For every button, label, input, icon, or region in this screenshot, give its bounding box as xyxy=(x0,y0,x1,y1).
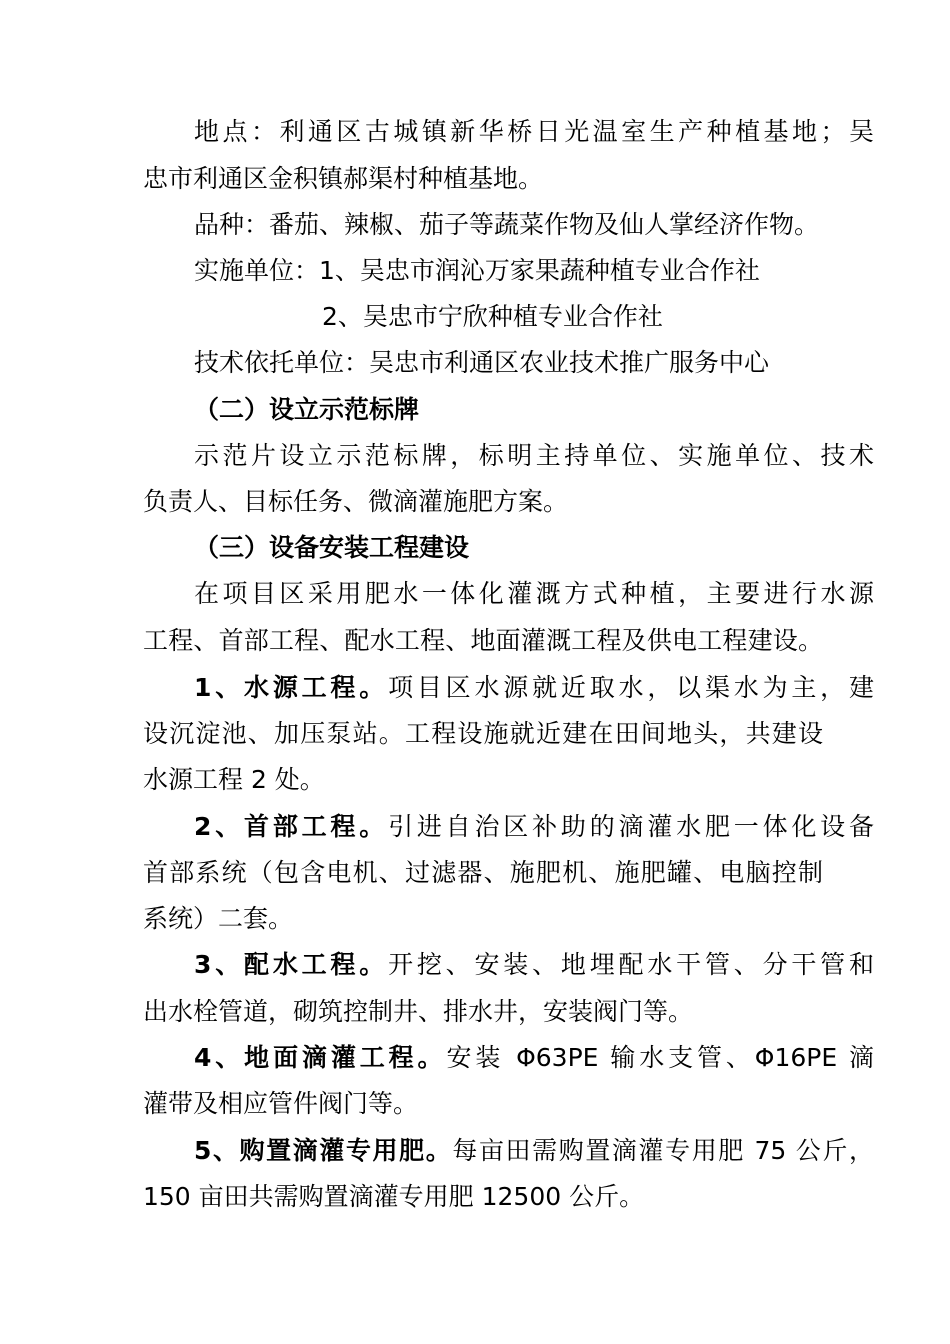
item-3-text-1: 开挖、安装、地埋配水干管、分干管和 xyxy=(388,950,874,979)
item-1-title: 1、水源工程。 xyxy=(194,673,389,702)
item-4-line-1 xyxy=(194,1041,874,1075)
para-3-line-1: 在项目区采用肥水一体化灌溉方式种植，主要进行水源 xyxy=(194,579,874,608)
item-3-line-2: 出水栓管道，砌筑控制井、排水井，安装阀门等。 xyxy=(143,997,694,1026)
variety-text: 番茄、辣椒、茄子等蔬菜作物及仙人掌经济作物。 xyxy=(269,210,820,239)
section-heading-2: （二）设立示范标牌 xyxy=(194,395,420,424)
item-1-line-3: 水源工程 2 处。 xyxy=(143,765,325,794)
impl-line-2: 2、吴忠市宁欣种植专业合作社 xyxy=(322,302,663,331)
item-5-text-1: 每亩田需购置滴灌专用肥 75 公斤， xyxy=(452,1136,874,1165)
variety-line xyxy=(194,208,874,242)
variety-label: 品种： xyxy=(194,210,270,239)
item-1-line-1 xyxy=(194,671,874,705)
impl-line-1 xyxy=(194,254,874,288)
para-2-line-1: 示范片设立示范标牌，标明主持单位、实施单位、技术 xyxy=(194,441,874,470)
item-2-title: 2、首部工程。 xyxy=(194,812,389,841)
item-5-line-2: 150 亩田共需购置滴灌专用肥 12500 公斤。 xyxy=(143,1182,645,1211)
item-2-line-1 xyxy=(194,810,874,844)
item-3-title: 3、配水工程。 xyxy=(194,950,389,979)
item-2-text-1: 引进自治区补助的滴灌水肥一体化设备 xyxy=(388,812,874,841)
location-line-1 xyxy=(194,115,874,149)
item-4-title: 4、地面滴灌工程。 xyxy=(194,1043,447,1072)
item-1-text-1: 项目区水源就近取水，以渠水为主，建 xyxy=(388,673,874,702)
para-2-line-2: 负责人、目标任务、微滴灌施肥方案。 xyxy=(143,487,569,516)
item-2-line-3: 系统）二套。 xyxy=(143,904,294,933)
item-5-line-1 xyxy=(194,1134,874,1168)
location-line-2: 忠市利通区金积镇郝渠村种植基地。 xyxy=(143,164,544,193)
tech-line xyxy=(194,346,874,380)
item-1-line-2: 设沉淀池、加压泵站。工程设施就近建在田间地头，共建设 xyxy=(143,719,823,748)
tech-label: 技术依托单位： xyxy=(194,348,370,377)
item-2-line-2: 首部系统（包含电机、过滤器、施肥机、施肥罐、电脑控制 xyxy=(143,858,823,887)
para-3-line-2: 工程、首部工程、配水工程、地面灌溉工程及供电工程建设。 xyxy=(143,626,823,655)
location-label: 地点： xyxy=(194,117,280,146)
item-5-title: 5、购置滴灌专用肥。 xyxy=(194,1136,453,1165)
tech-text: 吴忠市利通区农业技术推广服务中心 xyxy=(369,348,770,377)
item-4-line-2: 灌带及相应管件阀门等。 xyxy=(143,1089,419,1118)
item-4-text-1: 安装 Φ63PE 输水支管、Φ16PE 滴 xyxy=(446,1043,874,1072)
item-3-line-1 xyxy=(194,948,874,982)
section-heading-3: （三）设备安装工程建设 xyxy=(194,533,470,562)
impl-text-1: 1、吴忠市润沁万家果蔬种植专业合作社 xyxy=(319,256,760,285)
location-text-1: 利通区古城镇新华桥日光温室生产种植基地；吴 xyxy=(279,117,874,146)
impl-label: 实施单位： xyxy=(194,256,320,285)
